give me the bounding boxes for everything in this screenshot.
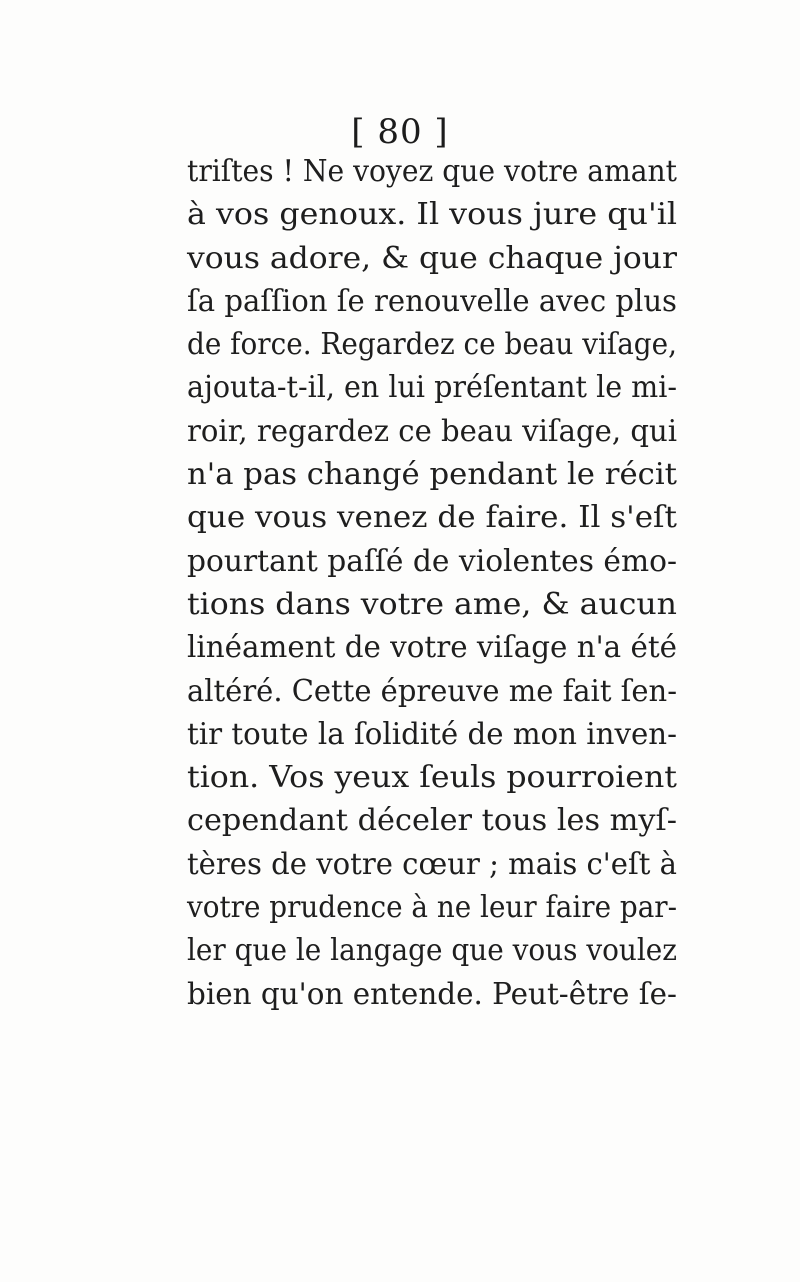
text-line: ler que le langage que vous voulez — [187, 933, 677, 969]
text-line: roir, regardez ce beau viſage, qui — [187, 413, 677, 449]
text-line: tions dans votre ame, & aucun — [187, 586, 677, 622]
text-line: votre prudence à ne leur faire par- — [187, 890, 677, 926]
text-line: vous adore, & que chaque jour — [187, 240, 677, 276]
body-text — [187, 150, 687, 1016]
text-line: altéré. Cette épreuve me fait ſen- — [187, 673, 677, 709]
text-line: pourtant paſſé de violentes émo- — [187, 543, 677, 579]
text-line: tir toute la ſolidité de mon inven- — [187, 716, 677, 752]
text-line: de force. Regardez ce beau viſage, — [187, 327, 677, 363]
text-line: ſa paſſion ſe renouvelle avec plus — [187, 283, 677, 319]
text-line: bien qu'on entende. Peut-être ſe- — [187, 976, 677, 1012]
text-line: que vous venez de faire. Il s'eſt — [187, 500, 677, 536]
text-line: triſtes ! Ne voyez que votre amant — [187, 154, 677, 189]
page-number: [ 80 ] — [351, 112, 449, 152]
text-line: linéament de votre viſage n'a été — [187, 630, 677, 666]
text-line: ajouta-t-il, en lui préſentant le mi- — [187, 370, 677, 406]
text-line: cependant déceler tous les myſ- — [187, 803, 677, 839]
text-line: tion. Vos yeux ſeuls pourroient — [187, 760, 677, 796]
text-line: tères de votre cœur ; mais c'eſt à — [187, 846, 677, 882]
text-line: à vos genoux. Il vous jure qu'il — [187, 197, 677, 233]
text-line: n'a pas changé pendant le récit — [187, 457, 677, 493]
